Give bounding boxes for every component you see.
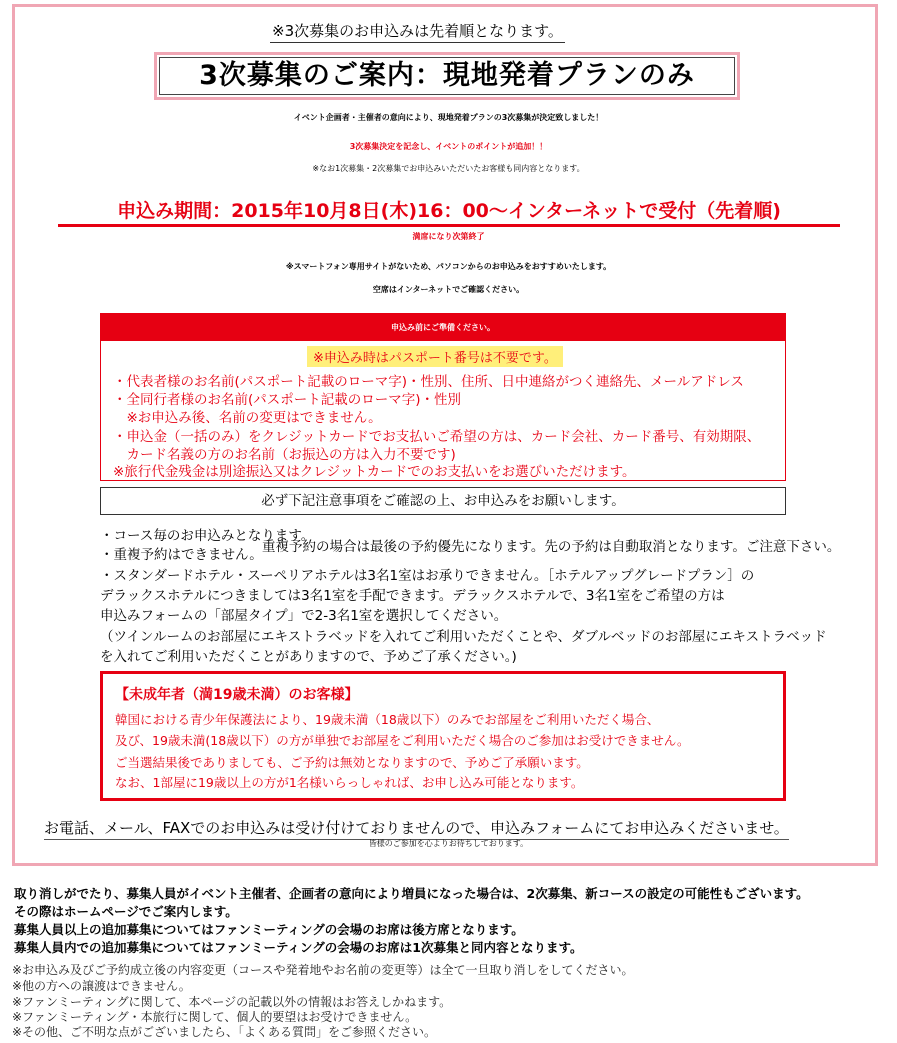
decision-text: イベント企画者・主催者の意向により、現地発着プランの3次募集が決定致しました！ [293, 113, 604, 122]
prep-item: ・申込金（一括のみ）をクレジットカードでお支払いご希望の方は、カード会社、カード番号、有効期限、 [113, 429, 761, 445]
page-title: 3次募集のご案内：現地発着プランのみ [159, 57, 735, 95]
minor-line: ご当選結果後でありましても、ご予約は無効となりますので、予めご了承願います。 [115, 755, 589, 770]
minor-line: なお、1部屋に19歳以上の方が1名様いらっしゃれば、お申し込み可能となります。 [115, 775, 584, 790]
note-hotel: （ツインルームのお部屋にエキストラベッドを入れてご利用いただくことや、ダブルベッドのお部屋にエキストラベッド [100, 629, 827, 645]
vacancy-text: 空席はインターネットでご確認ください。 [372, 285, 525, 294]
welcome-text: 皆様のご参加を心よりお待ちしております。 [368, 839, 529, 848]
bottom-bold-line: 募集人員内での追加募集についてはファンミーティングの会場のお席は1次募集と同内容となります。 [14, 940, 583, 955]
note-hotel: ・スタンダードホテル・スーペリアホテルは3名1室はお承りできません。［ホテルアップグレードプラン］の [100, 568, 755, 584]
minor-line: 韓国における青少年保護法により、19歳未満（18歳以下）のみでお部屋をご利用いただく場合、 [115, 712, 660, 727]
prep-item: ・全同行者様のお名前(パスポート記載のローマ字)・性別 [113, 392, 462, 408]
title-box [154, 52, 740, 100]
bottom-small-line: ※お申込み及びご予約成立後の内容変更（コースや発着地やお名前の変更等）は全て一旦取り消しをしてください。 [12, 963, 634, 977]
passport-note: ※申込み時はパスポート番号は不要です。 [307, 346, 563, 367]
note-duplicate-priority: 重複予約の場合は最後の予約優先になります。先の予約は自動取消となります。ご注意下さい。 [262, 539, 841, 555]
note-hotel: を入れてご利用いただくことがありますので、予めご了承ください。) [100, 649, 517, 665]
full-end-text: 満席になり次第終了 [412, 232, 485, 241]
bottom-small-line: ※その他、ご不明な点がございましたら、「よくある質問」をご参照ください。 [12, 1025, 437, 1039]
note-no-duplicate: ・重複予約はできません。 [100, 547, 263, 563]
top-notice: ※3次募集のお申込みは先着順となります。 [270, 20, 565, 43]
note-hotel: 申込みフォームの「部屋タイプ」で2-3名1室を選択してください。 [100, 608, 508, 624]
prep-item: ※お申込み後、名前の変更はできません。 [113, 410, 382, 426]
preparation-box [100, 313, 786, 481]
preparation-heading: 申込み前にご準備ください。 [101, 314, 785, 341]
check-notice: 必ず下記注意事項をご確認の上、お申込みをお願いします。 [100, 487, 786, 515]
minor-line: 及び、19歳未満(18歳以下）の方が単独でお部屋をご利用いただく場合のご参加はお受けできません。 [115, 733, 690, 748]
no-phone-notice: お電話、メール、FAXでのお申込みは受け付けておりませんので、申込みフォームにてお申込みくださいませ。 [44, 817, 789, 840]
points-added-text: 3次募集決定を記念し、イベントのポイントが追加！！ [349, 142, 548, 151]
application-period: 申込み期間：2015年10月8日(木)16：00～インターネットで受付（先着順) [58, 196, 840, 227]
prep-item: ※旅行代金残金は別途振込又はクレジットカードでのお支払いをお選びいただけます。 [113, 464, 636, 480]
bottom-bold-line: 取り消しがでたり、募集人員がイベント主催者、企画者の意向により増員になった場合は、2次募集、新コースの設定の可能性もございます。 [14, 886, 809, 901]
bottom-bold-line: 募集人員以上の追加募集についてはファンミーティングの会場のお席は後方席となります。 [14, 922, 524, 937]
minor-heading: 【未成年者（満19歳未満）のお客様】 [115, 687, 359, 703]
bottom-bold-line: その際はホームページでご案内します。 [14, 904, 238, 919]
note-hotel: デラックスホテルにつきましては3名1室を手配できます。デラックスホテルで、3名1室をご希望の方は [100, 588, 725, 604]
note-course: ・コース毎のお申込みとなります。 [100, 528, 315, 544]
prep-item: ・代表者様のお名前(パスポート記載のローマ字)・性別、住所、日中連絡がつく連絡先、メールアドレス [113, 374, 744, 390]
minor-notice-box [100, 671, 786, 801]
same-content-text: ※なお1次募集・2次募集でお申込みいただいたお客様も同内容となります。 [312, 164, 585, 173]
prep-item: カード名義の方のお名前（お振込の方は入力不要です) [113, 447, 456, 463]
bottom-small-line: ※ファンミーティングに関して、本ページの記載以外の情報はお答えしかねます。 [12, 995, 452, 1009]
bottom-small-line: ※ファンミーティング・本旅行に関して、個人的要望はお受けできません。 [12, 1010, 418, 1024]
pc-recommend-text: ※スマートフォン専用サイトがないため、パソコンからのお申込みをおすすめいたします。 [285, 262, 612, 271]
bottom-small-line: ※他の方への譲渡はできません。 [12, 979, 191, 993]
